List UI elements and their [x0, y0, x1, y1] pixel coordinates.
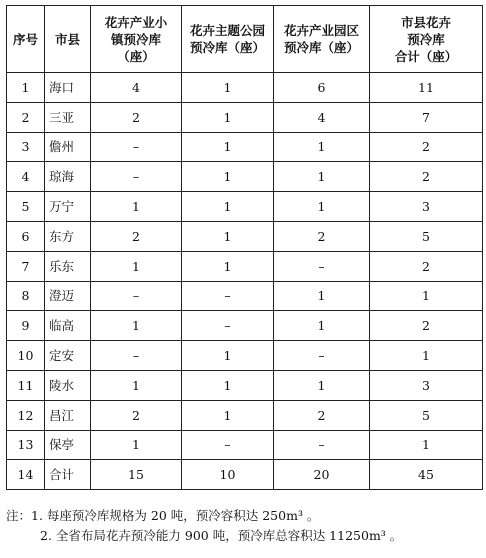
cell-park: 1: [182, 341, 274, 371]
note-line-1: 注：1. 每座预冷库规格为 20 吨，预冷容积达 250m³ 。: [6, 508, 320, 523]
cell-total: 1: [370, 281, 483, 311]
header-row: [7, 6, 483, 73]
cell-county: 琼海: [45, 162, 91, 192]
cell-county: 三亚: [45, 102, 91, 132]
cell-total: 3: [370, 192, 483, 222]
cell-no: 11: [7, 370, 45, 400]
cell-park: –: [182, 430, 274, 460]
cell-town: 1: [91, 370, 182, 400]
cell-county: 海口: [45, 73, 91, 103]
cell-town: 4: [91, 73, 182, 103]
cell-county: 澄迈: [45, 281, 91, 311]
table-row: [7, 400, 483, 430]
cell-total: 2: [370, 311, 483, 341]
cell-town: 1: [91, 192, 182, 222]
cell-park: 1: [182, 102, 274, 132]
note-line-2: 2. 全省布局花卉预冷能力 900 吨，预冷库总容积达 11250m³ 。: [40, 528, 403, 543]
cell-zone: 1: [274, 132, 370, 162]
cell-zone: 6: [274, 73, 370, 103]
cell-county: 合计: [45, 460, 91, 490]
cell-county: 陵水: [45, 370, 91, 400]
cell-no: 9: [7, 311, 45, 341]
cell-no: 6: [7, 221, 45, 251]
cell-zone: –: [274, 430, 370, 460]
cell-no: 5: [7, 192, 45, 222]
cell-county: 定安: [45, 341, 91, 371]
table-row: [7, 162, 483, 192]
cold-storage-table: [6, 5, 483, 490]
cell-county: 万宁: [45, 192, 91, 222]
cell-zone: 1: [274, 370, 370, 400]
cell-town: 15: [91, 460, 182, 490]
cell-zone: 1: [274, 162, 370, 192]
cell-park: –: [182, 281, 274, 311]
cell-zone: 1: [274, 281, 370, 311]
table-row: [7, 192, 483, 222]
table-row: [7, 221, 483, 251]
cell-no: 4: [7, 162, 45, 192]
cell-town: 2: [91, 400, 182, 430]
cell-no: 2: [7, 102, 45, 132]
header-no: 序号: [7, 6, 45, 73]
cell-park: 1: [182, 400, 274, 430]
cell-total: 7: [370, 102, 483, 132]
cell-zone: 4: [274, 102, 370, 132]
cell-county: 东方: [45, 221, 91, 251]
cell-total: 2: [370, 162, 483, 192]
cell-zone: 2: [274, 221, 370, 251]
cell-no: 3: [7, 132, 45, 162]
cell-total: 5: [370, 400, 483, 430]
cell-park: 10: [182, 460, 274, 490]
cell-zone: 1: [274, 192, 370, 222]
cell-no: 8: [7, 281, 45, 311]
cell-zone: 20: [274, 460, 370, 490]
cell-park: 1: [182, 73, 274, 103]
cell-town: 2: [91, 221, 182, 251]
cell-total: 5: [370, 221, 483, 251]
cell-total: 45: [370, 460, 483, 490]
table-row: [7, 370, 483, 400]
cell-town: –: [91, 132, 182, 162]
header-town-cold-storage: 花卉产业小 镇预冷库 （座）: [91, 6, 182, 73]
cell-park: 1: [182, 370, 274, 400]
cell-park: 1: [182, 251, 274, 281]
table-row: [7, 132, 483, 162]
header-total-cold-storage: 市县花卉 预冷库 合计（座）: [370, 6, 483, 73]
cell-total: 1: [370, 341, 483, 371]
cell-county: 儋州: [45, 132, 91, 162]
table-row: [7, 430, 483, 460]
cell-county: 临高: [45, 311, 91, 341]
cell-park: –: [182, 311, 274, 341]
cell-town: –: [91, 341, 182, 371]
cell-park: 1: [182, 162, 274, 192]
table-body: [7, 73, 483, 490]
table-row: [7, 311, 483, 341]
cell-total: 2: [370, 251, 483, 281]
header-zone-cold-storage: 花卉产业园区 预冷库（座）: [274, 6, 370, 73]
table-row: [7, 281, 483, 311]
cell-zone: –: [274, 341, 370, 371]
cell-park: 1: [182, 192, 274, 222]
cell-no: 12: [7, 400, 45, 430]
cell-county: 乐东: [45, 251, 91, 281]
cell-no: 1: [7, 73, 45, 103]
cell-total: 1: [370, 430, 483, 460]
cell-total: 3: [370, 370, 483, 400]
table-row: [7, 460, 483, 490]
cell-park: 1: [182, 132, 274, 162]
cell-no: 13: [7, 430, 45, 460]
table-row: [7, 73, 483, 103]
cell-zone: 1: [274, 311, 370, 341]
cell-zone: 2: [274, 400, 370, 430]
cell-no: 10: [7, 341, 45, 371]
header-county: 市县: [45, 6, 91, 73]
header-park-cold-storage: 花卉主题公园 预冷库（座）: [182, 6, 274, 73]
cell-town: 1: [91, 430, 182, 460]
cell-town: 1: [91, 251, 182, 281]
cell-no: 7: [7, 251, 45, 281]
table-row: [7, 251, 483, 281]
cell-total: 11: [370, 73, 483, 103]
cell-town: 2: [91, 102, 182, 132]
cell-total: 2: [370, 132, 483, 162]
cell-no: 14: [7, 460, 45, 490]
cell-zone: –: [274, 251, 370, 281]
cell-county: 昌江: [45, 400, 91, 430]
cell-county: 保亭: [45, 430, 91, 460]
table-row: [7, 341, 483, 371]
cell-town: 1: [91, 311, 182, 341]
cell-park: 1: [182, 221, 274, 251]
cell-town: –: [91, 281, 182, 311]
table-row: [7, 102, 483, 132]
cell-town: –: [91, 162, 182, 192]
